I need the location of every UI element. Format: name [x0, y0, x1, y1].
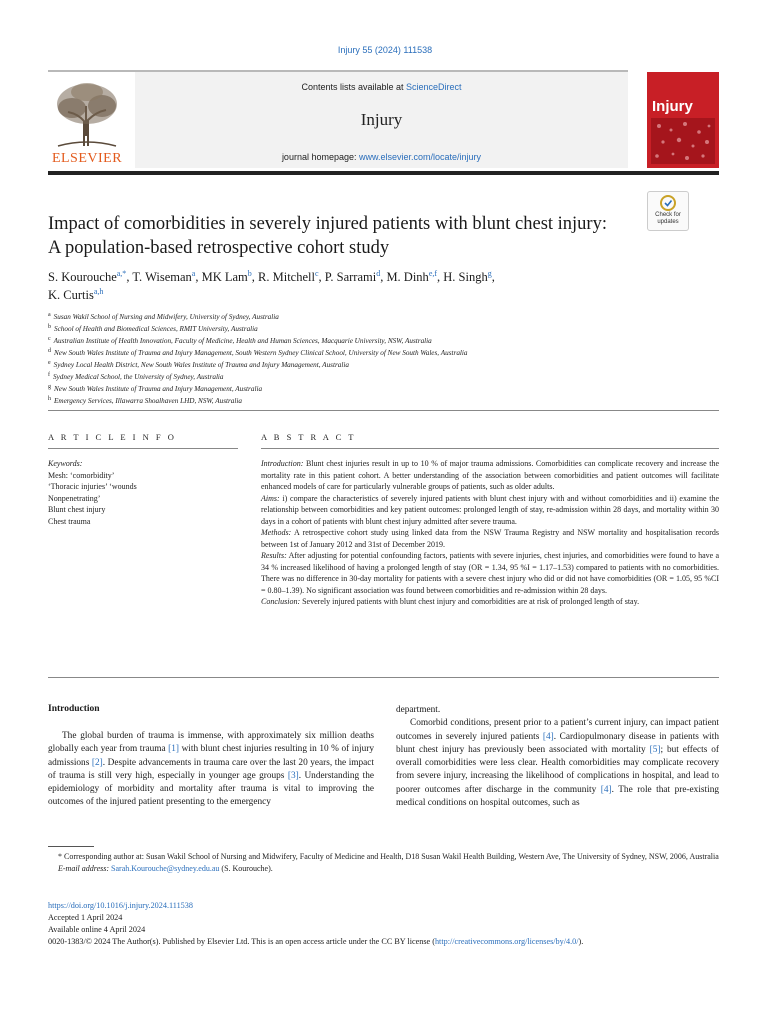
- abstract-aims-label: Aims:: [261, 493, 280, 503]
- abstract-heading: A B S T R A C T: [261, 432, 356, 442]
- introduction-heading: Introduction: [48, 704, 100, 714]
- affiliation-key: b: [48, 323, 51, 330]
- author-affiliation-marker[interactable]: d: [376, 268, 381, 278]
- affiliation-key: h: [48, 395, 51, 402]
- abstract-aims: [261, 493, 719, 528]
- corresponding-author-footnote: [48, 851, 720, 875]
- author-name[interactable]: P. Sarrami: [324, 270, 377, 284]
- journal-cover-title: Injury: [652, 98, 693, 115]
- introduction-paragraph-continued: department.: [396, 705, 441, 715]
- article-title-line-1: Impact of comorbidities in severely injured patients with blunt chest injury:: [48, 214, 607, 234]
- keyword-item: ‘Thoracic injuries’ ‘wounds: [48, 482, 137, 491]
- affiliation-item: [48, 335, 432, 347]
- affiliation-text: New South Wales Institute of Trauma and Injury Management, Australia: [54, 385, 263, 393]
- citation-link[interactable]: [4]: [600, 784, 612, 795]
- abstract-methods-text: A retrospective cohort study using linked data from the NSW Trauma Registry and NSW mortality and hospitalisation records between 1st of January 2012 and 31st of December 2019.: [261, 528, 719, 549]
- cover-dots-icon: [651, 118, 715, 164]
- author-affiliation-marker[interactable]: a,*: [116, 268, 127, 278]
- sciencedirect-link[interactable]: ScienceDirect: [406, 82, 462, 92]
- affiliation-text: Emergency Services, Illawarra Shoalhaven LHD, NSW, Australia: [54, 397, 242, 405]
- affiliation-item: [48, 395, 242, 407]
- accepted-date: Accepted 1 April 2024: [48, 913, 123, 922]
- abstract-conclusion: [261, 596, 719, 608]
- keyword-item: Blunt chest injury: [48, 505, 106, 514]
- body-text: ; but effects of overall comorbidities were less clear. Health comorbidities may complicate recovery from severe injury, increasing the likelihood of complications in hospital, and lead to poorer outcomes after discharge in the community: [396, 744, 719, 795]
- author-name[interactable]: H. Singh: [443, 270, 488, 284]
- body-text: . Despite advancements in trauma care over the last 20 years, the impact of trauma is still very high, especially in younger age groups: [48, 757, 374, 781]
- author-affiliation-marker[interactable]: e,f: [428, 268, 438, 278]
- introduction-column-2: [396, 704, 719, 810]
- contents-available-line: [135, 82, 628, 92]
- affiliation-key: a: [48, 311, 51, 318]
- body-text: Comorbid conditions, present prior to a patient’s current injury, can impact patient outcomes in severely injured patients: [396, 718, 719, 742]
- citation-link[interactable]: [5]: [649, 744, 661, 755]
- author-email-link[interactable]: Sarah.Kourouche@sydney.edu.au: [111, 864, 220, 873]
- affiliation-item: [48, 311, 279, 323]
- abstract-results: [261, 550, 719, 596]
- author-affiliation-marker[interactable]: a,h: [93, 286, 104, 296]
- journal-cover-pattern: [651, 118, 715, 164]
- affiliation-item: [48, 359, 349, 371]
- article-info-divider: [48, 448, 238, 449]
- license-link[interactable]: http://creativecommons.org/licenses/by/4.0/: [434, 937, 579, 946]
- abstract-results-text: After adjusting for potential confounding factors, patients with severe injuries, chest injuries, and comorbidities were found to have a 34 % increased likelihood of having a prolonged length of stay (OR = 1.34, 95 %I = 1.17–1.53) compared to patients with no comorbidities. There was no difference in 30-day mortality for patients with a severe chest injury who did or did not have comorbidities (OR = 1.05, 95 %CI = 0.80–1.39). No significant association was found between comorbidities and re-admission within 28 days.: [261, 551, 719, 595]
- abstract-introduction-label: Introduction:: [261, 459, 304, 468]
- affiliation-key: f: [48, 371, 50, 378]
- abstract-conclusion-label: Conclusion:: [261, 597, 301, 606]
- body-text: The global burden of trauma is immense, with approximately six million deaths globally each year from trauma: [48, 731, 374, 755]
- keyword-item: Mesh: ‘comorbidity’: [48, 470, 115, 480]
- affiliation-divider: [48, 410, 719, 411]
- email-line: [48, 863, 720, 875]
- citation-link[interactable]: [3]: [287, 770, 299, 781]
- article-title-line-2: A population-based retrospective cohort study: [48, 238, 390, 258]
- email-label: E-mail address:: [58, 864, 112, 873]
- affiliation-key: g: [48, 383, 51, 390]
- author-name[interactable]: R. Mitchell: [258, 270, 315, 284]
- journal-homepage-link[interactable]: www.elsevier.com/locate/injury: [359, 152, 482, 162]
- journal-homepage-line: [135, 152, 628, 162]
- citation-link[interactable]: [2]: [91, 757, 103, 768]
- author-name[interactable]: S. Kourouche: [48, 270, 117, 284]
- affiliation-text: Sydney Medical School, the University of Sydney, Australia: [53, 373, 224, 381]
- footnote-divider: [48, 846, 94, 847]
- keyword-item: Nonpenetrating’: [48, 493, 101, 503]
- author-name[interactable]: K. Curtis: [48, 288, 94, 302]
- body-text: . Cardiopulmonary disease in patients with blunt chest injury has previously been associated with mortality: [396, 731, 719, 755]
- affiliation-item: [48, 347, 468, 359]
- license-text-end: ).: [578, 937, 584, 946]
- body-text: . Understanding the epidemiology of morbidity and mortality after trauma is vital to improving the outcomes of the injured patient presenting to the emergency: [48, 770, 374, 808]
- affiliation-key: e: [48, 359, 51, 366]
- check-for-updates-label: Check for updates: [655, 212, 681, 225]
- author-list-line-1: S. Kourouche$^{a,*}$, T. Wiseman$^a$, MK Lam$^b$, R. Mitchell$^c$, P. Sarrami$^d$, M. Dinh$^{e,f}$, H. Singh$^g$,: [48, 268, 495, 284]
- affiliation-key: c: [48, 335, 51, 342]
- journal-name: Injury: [360, 110, 403, 129]
- email-suffix: (S. Kourouche).: [219, 864, 273, 873]
- abstract-conclusion-text: Severely injured patients with blunt chest injury and comorbidities are at risk of prolonged length of stay.: [300, 597, 640, 606]
- header-bottom-rule: [48, 171, 719, 175]
- check-updates-icon: [648, 192, 688, 212]
- abstract-methods-label: Methods:: [261, 528, 292, 537]
- license-text: 0020-1383/© 2024 The Author(s). Published by Elsevier Ltd. This is an open access article under the CC BY license (: [48, 937, 435, 946]
- abstract-aims-text: i) compare the characteristics of severely injured patients with blunt chest injury with and without comorbidities and ii) examine the relationship between comorbidities and key patient outcomes: prolonged length of stay, re-admission within 28 days, and mortality within 30 days in a cohort of patients with blunt chest injury admitted after severe trauma.: [261, 493, 719, 526]
- corresponding-author-text: * Corresponding author at: Susan Wakil School of Nursing and Midwifery, Faculty of Medicine and Health, D18 Susan Wakil Health Building, Western Ave, The University of Sydney, NSW, 2006, Australia: [58, 852, 719, 861]
- affiliation-item: [48, 383, 262, 395]
- abstract-methods: [261, 527, 719, 550]
- doi-link[interactable]: https://doi.org/10.1016/j.injury.2024.111538: [48, 901, 193, 910]
- license-statement: [48, 936, 738, 948]
- abstract-introduction-text: Blunt chest injuries result in up to 10 % of major trauma admissions. Comorbidities can complicate recovery and increase the mortality rate in this patient cohort. A better understanding of the association between comorbidities and patient outcomes will facilitate enhanced models of care for particularly vulnerable groups of patients, such as older adults.: [261, 459, 719, 491]
- affiliation-text: New South Wales Institute of Trauma and Injury Management, South Western Sydney Clinical School, University of New South Wales, Australia: [54, 349, 468, 357]
- author-name[interactable]: MK Lam: [201, 270, 248, 284]
- abstract-bottom-divider: [48, 677, 719, 678]
- author-affiliation-marker[interactable]: b: [247, 268, 252, 278]
- contents-prefix: Contents lists available at: [301, 82, 407, 92]
- article-info-heading: A R T I C L E I N F O: [48, 432, 177, 442]
- abstract-introduction: [261, 458, 719, 493]
- abstract-results-label: Results:: [261, 551, 287, 560]
- author-affiliation-marker[interactable]: a: [191, 268, 196, 278]
- introduction-column-1: [48, 730, 374, 810]
- affiliation-item: [48, 323, 258, 335]
- elsevier-wordmark: ELSEVIER: [51, 151, 123, 166]
- introduction-paragraph: [48, 730, 374, 810]
- citation-link[interactable]: [4]: [542, 731, 554, 742]
- body-text: with blunt chest injuries resulting in 10 % of injury admissions: [48, 744, 374, 768]
- author-affiliation-marker[interactable]: c: [314, 268, 319, 278]
- abstract-body: [261, 458, 719, 608]
- affiliation-text: Susan Wakil School of Nursing and Midwifery, University of Sydney, Australia: [53, 313, 279, 321]
- affiliation-text: Australian Institute of Health Innovation, Faculty of Medicine, Health and Human Sciences, Macquarie University, NSW, Australia: [53, 337, 432, 345]
- keywords-label: Keywords:: [48, 459, 83, 468]
- homepage-prefix: journal homepage:: [281, 152, 359, 162]
- affiliation-item: [48, 371, 224, 383]
- journal-reference[interactable]: Injury 55 (2024) 111538: [337, 45, 433, 55]
- keyword-item: Chest trauma: [48, 516, 91, 526]
- author-name[interactable]: M. Dinh: [386, 270, 429, 284]
- affiliation-text: Sydney Local Health District, New South Wales Institute of Trauma and Injury Management, Australia: [53, 361, 349, 369]
- body-text: . The role that pre-existing medical conditions on hospital outcomes, such as: [396, 784, 719, 809]
- author-list-line-2: [48, 286, 728, 304]
- author-name[interactable]: T. Wiseman: [132, 270, 192, 284]
- affiliation-text: School of Health and Biomedical Sciences, RMIT University, Australia: [54, 325, 258, 333]
- affiliation-key: d: [48, 347, 51, 354]
- author-affiliation-marker[interactable]: g: [487, 268, 492, 278]
- available-online-date: Available online 4 April 2024: [48, 925, 146, 934]
- abstract-divider: [261, 448, 719, 449]
- citation-link[interactable]: [1]: [168, 744, 180, 755]
- introduction-paragraph: [396, 717, 719, 810]
